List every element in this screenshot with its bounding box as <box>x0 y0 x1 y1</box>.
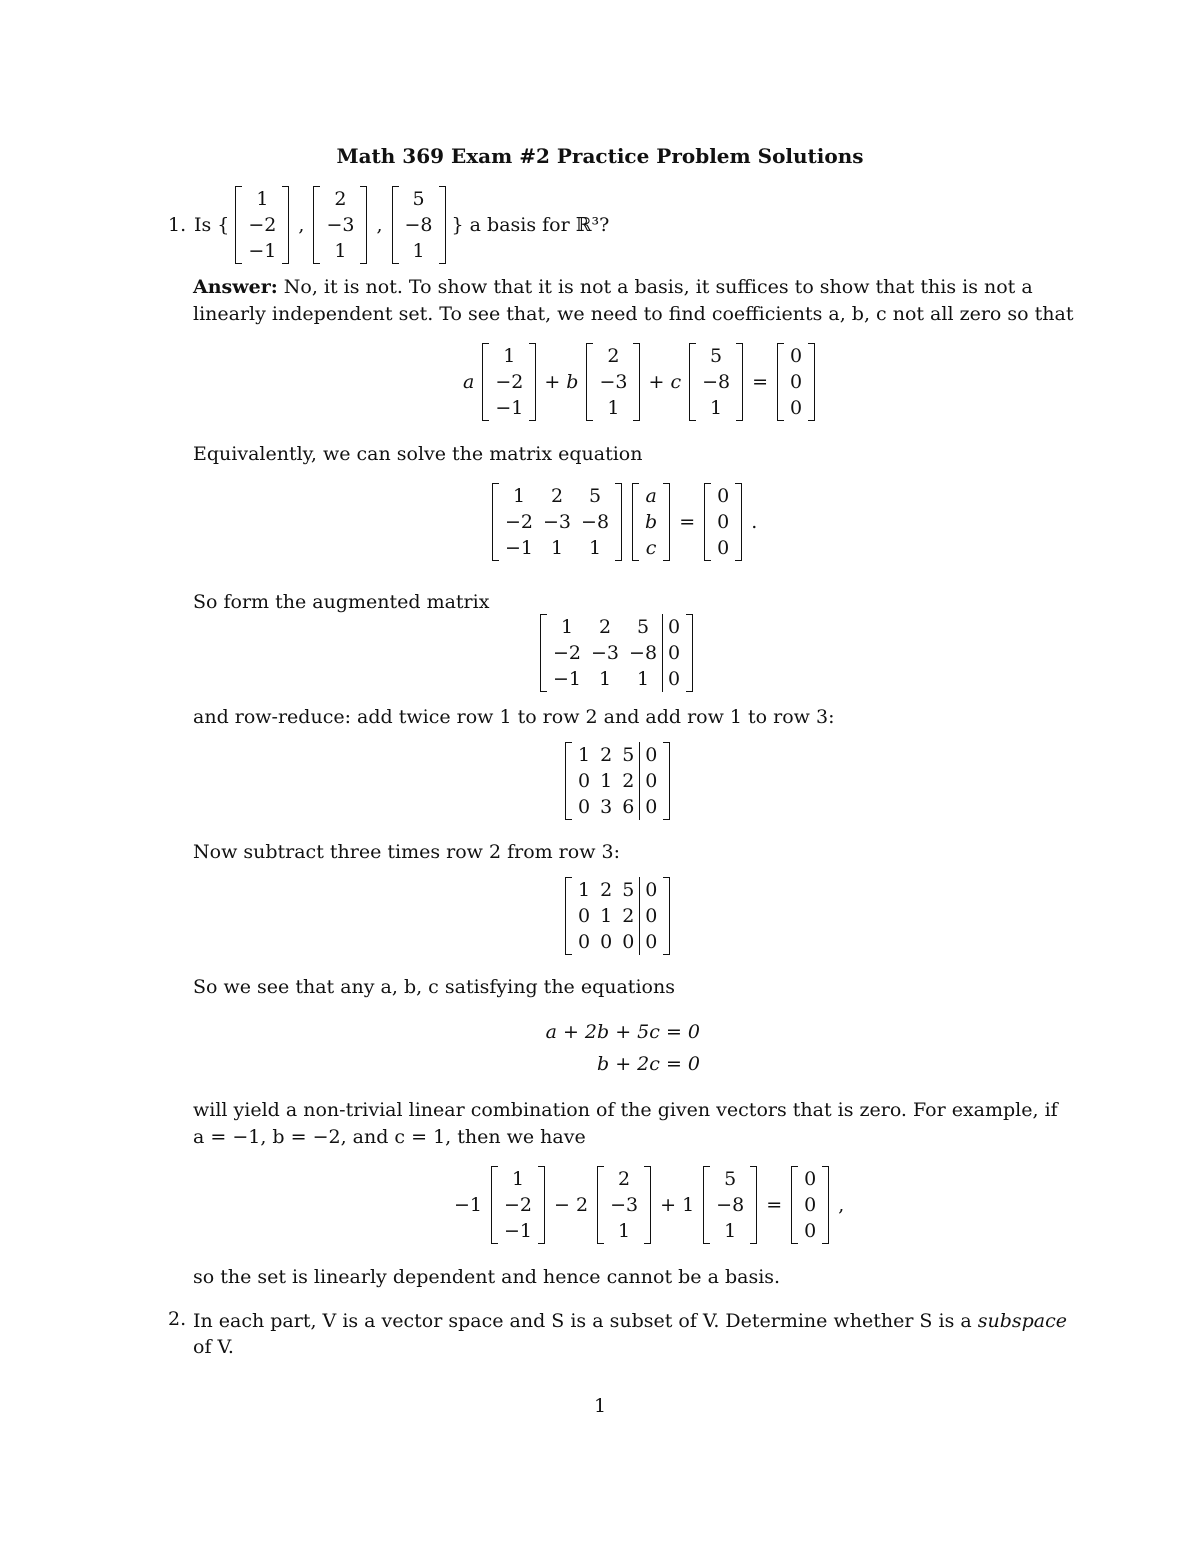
question-text-end: } a basis for ℝ³? <box>451 214 610 236</box>
equation-1: a + 2b + 5c = 0 <box>545 1021 700 1043</box>
vector-3: 5 −8 1 <box>392 186 446 264</box>
linear-combination-equation: a 1 −2 −1 + b 2 −3 1 + c 5 −8 1 = 0 0 0 <box>455 343 815 421</box>
question-2-line-2: of V. <box>193 1336 234 1358</box>
row-reduce-text: and row-reduce: add twice row 1 to row 2 and add row 1 to row 3: <box>193 706 835 728</box>
vector-2: 2 −3 1 <box>586 343 640 421</box>
vector-3: 5 −8 1 <box>689 343 743 421</box>
vector-1: 1 −2 −1 <box>235 186 289 264</box>
yield-line-1: will yield a non-trivial linear combination of the given vectors that is zero. For example, if <box>193 1099 1058 1121</box>
so-we-see-text: So we see that any a, b, c satisfying the equations <box>193 976 675 998</box>
answer-label: Answer: <box>193 276 278 298</box>
unknown-vector: a b c <box>632 483 670 561</box>
vector-1: 1 −2 −1 <box>482 343 536 421</box>
matrix-equation: 1 2 5 −2 −3 −8 −1 1 1 a b c = 0 0 0 . <box>492 483 766 561</box>
question-text-start: Is { <box>194 214 230 236</box>
equation-2: b + 2c = 0 <box>597 1053 700 1075</box>
augmented-text: So form the augmented matrix <box>193 591 490 613</box>
question-2-line-1: In each part, V is a vector space and S is a subset of V. Determine whether S is a subspace <box>193 1310 1068 1332</box>
page-title: Math 369 Exam #2 Practice Problem Solutions <box>336 144 864 168</box>
yield-line-2: a = −1, b = −2, and c = 1, then we have <box>193 1126 586 1148</box>
page-number: 1 <box>593 1395 607 1417</box>
example-combination-equation: −1 1 −2 −1 − 2 2 −3 1 + 1 5 −8 1 = 0 0 0 , <box>454 1168 845 1242</box>
coefficient-matrix: 1 2 5 −2 −3 −8 −1 1 1 <box>492 483 622 561</box>
augmented-matrix-1: 1 2 5 0 −2 −3 −8 0 −1 1 1 0 <box>540 614 693 692</box>
subtract-text: Now subtract three times row 2 from row 3: <box>193 841 620 863</box>
vector-3: 5 −8 1 <box>703 1166 757 1244</box>
answer-line-1: Answer: No, it is not. To show that it is not a basis, it suffices to show that this is not a <box>193 276 1033 298</box>
question-2-number: 2. <box>168 1308 187 1330</box>
equivalently-text: Equivalently, we can solve the matrix equation <box>193 443 643 465</box>
zero-vector: 0 0 0 <box>777 343 815 421</box>
vector-2: 2 −3 1 <box>313 186 367 264</box>
answer-line-2: linearly independent set. To see that, we need to find coefficients a, b, c not all zero so that <box>193 303 1074 325</box>
zero-vector: 0 0 0 <box>704 483 742 561</box>
equation-system <box>540 1016 700 1080</box>
augmented-matrix-2: 1 2 5 0 0 1 2 0 0 3 6 0 <box>565 742 670 820</box>
vector-2: 2 −3 1 <box>597 1166 651 1244</box>
conclusion-text: so the set is linearly dependent and hence cannot be a basis. <box>193 1266 781 1288</box>
augmented-matrix-3: 1 2 5 0 0 1 2 0 0 0 0 0 <box>565 877 670 955</box>
question-1: 1. Is { 1 −2 −1 , 2 −3 1 , 5 −8 1 } a basis for ℝ³? <box>168 188 610 262</box>
zero-vector: 0 0 0 <box>791 1166 829 1244</box>
question-number: 1. <box>168 214 187 236</box>
vector-1: 1 −2 −1 <box>491 1166 545 1244</box>
